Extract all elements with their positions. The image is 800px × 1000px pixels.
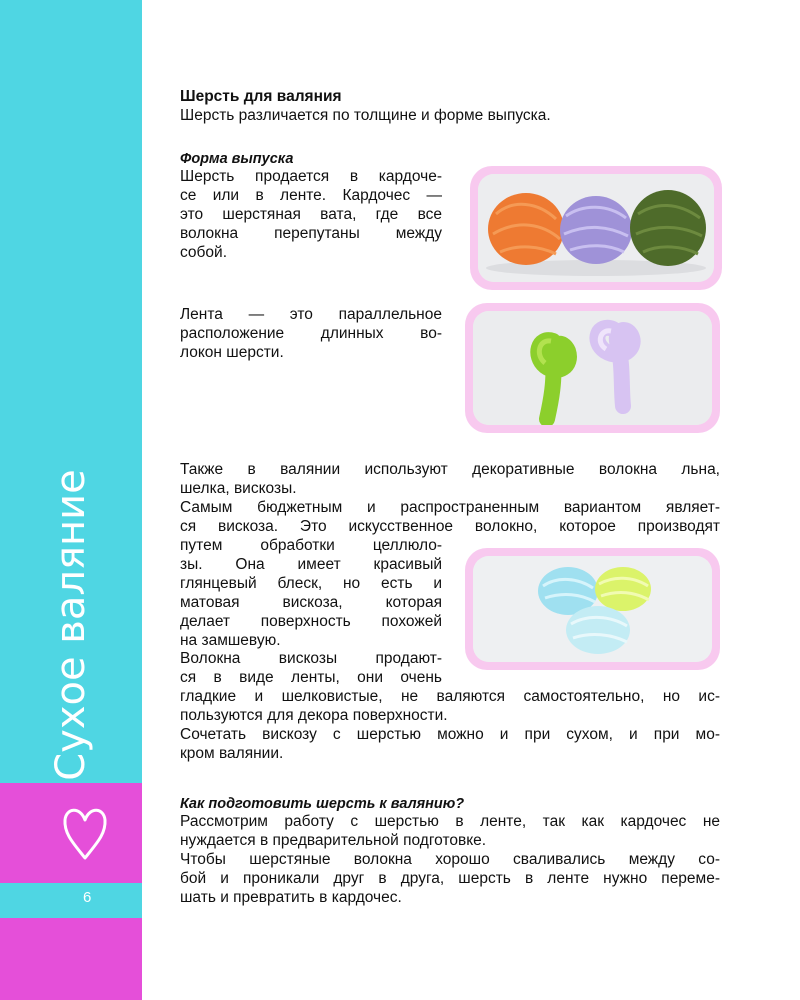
lavender-wool-ball [560,196,632,264]
text-line: делает поверхность похожей [180,612,442,630]
text-line: собой. [180,243,228,261]
text-line: Лента — это параллельное [180,306,442,323]
yellow-green-viscose-ball [595,567,651,611]
text-line: Шерсть продается в кардоче- [180,168,442,185]
text-line: Чтобы шерстяные волокна хорошо сваливались между со- [180,850,720,868]
text-line: Сочетать вискозу с шерстью можно и при сухом, и при мо- [180,725,720,743]
sidebar-pink-footer [0,918,142,1000]
text-line: пользуются для декора поверхности. [180,706,448,724]
text-line: волокна перепутаны между [180,224,442,242]
intro-text: Шерсть различается по толщине и форме выпуска. [180,107,551,124]
text-line: ся вискоза. Это искусственное волокно, которое производят [180,517,720,535]
text-line: ся в виде ленты, они очень [180,669,442,687]
text-line: гладкие и шелковистые, не валяются самостоятельно, но ис- [180,688,720,705]
text-line: расположение длинных во- [180,324,442,342]
photo-wool-balls [470,166,722,290]
text-line: шелка, вискозы. [180,479,297,497]
text-line: локон шерсти. [180,343,284,361]
text-line: Самым бюджетным и распространенным вариантом являет- [180,498,720,516]
text-line: шать и превратить в кардочес. [180,888,402,906]
page-number: 6 [83,889,92,906]
text-line: Волокна вискозы продают- [180,650,442,668]
photo-wool-ribbons [465,303,720,433]
subheading-form: Форма выпуска [180,151,294,167]
text-line: се или в ленте. Кардочес — [180,186,442,204]
lenta-paragraph [180,306,442,363]
pale-blue-viscose-ball [566,606,630,654]
photo-viscose-balls [465,548,720,670]
sidebar-page-band [0,883,142,918]
text-line: путем обработки целлюло- [180,537,442,554]
olive-wool-ball [630,190,706,266]
text-line: Также в валянии используют декоративные волокна льна, [180,461,720,478]
text-line: на замшевую. [180,631,281,649]
viscose-paragraph-narrow [180,537,442,688]
decor-paragraph [180,461,720,537]
text-line: матовая вискоза, которая [180,593,442,611]
text-line: бой и проникали друг в друга, шерсть в ленте нужно переме- [180,869,720,887]
viscose-paragraph-wide [180,688,720,764]
orange-wool-ball [488,193,564,265]
text-line: Рассмотрим работу с шерстью в ленте, так как кардочес не [180,813,720,830]
prepare-paragraph [180,813,720,908]
text-line: это шерстяная вата, где все [180,205,442,223]
text-line: кром валянии. [180,744,284,762]
section-title: Сухое валяние [48,469,94,781]
text-line: нуждается в предварительной подготовке. [180,831,487,849]
subheading-prepare: Как подготовить шерсть к валянию? [180,796,465,812]
kardoches-paragraph [180,168,442,263]
sidebar [0,0,142,1000]
text-line: зы. Она имеет красивый [180,555,442,573]
page-heading: Шерсть для валяния [180,88,342,105]
text-line: глянцевый блеск, но есть и [180,574,442,592]
heart-icon [60,800,110,862]
